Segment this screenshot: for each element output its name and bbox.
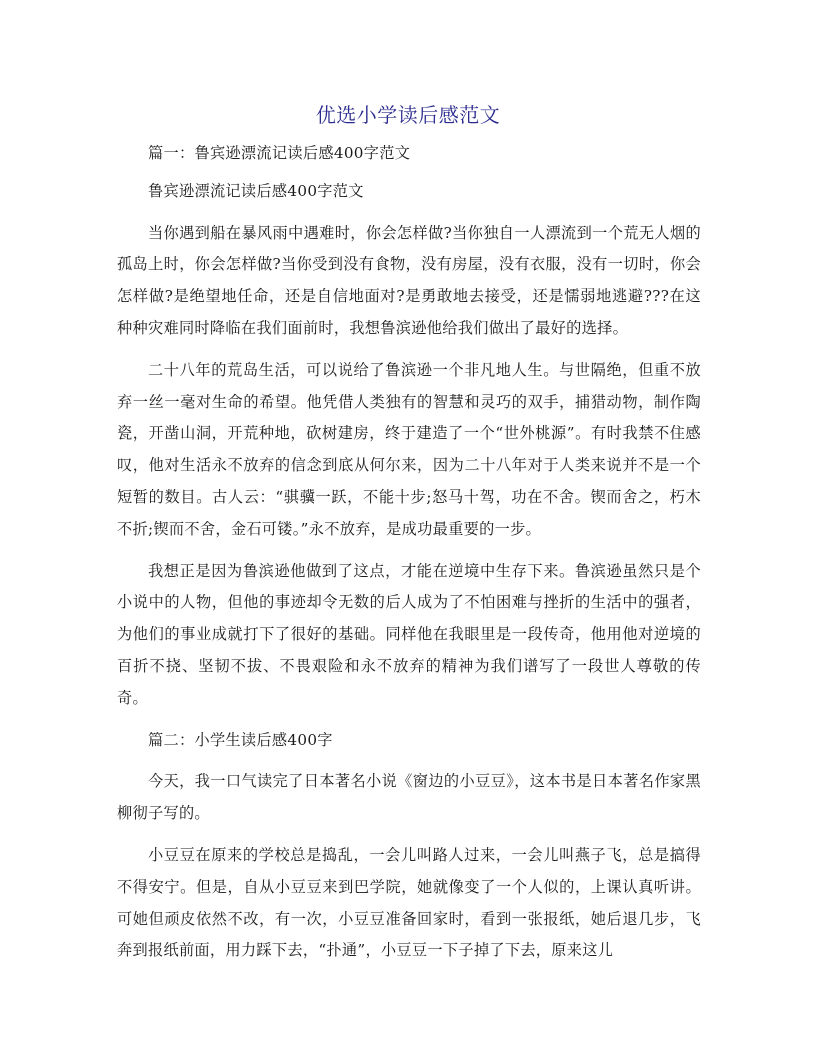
section2-heading: 篇二：小学生读后感400字: [148, 730, 333, 749]
paragraph: 小豆豆在原来的学校总是捣乱，一会儿叫路人过来，一会儿叫燕子飞，总是搞得不得安宁。但是，自从小豆豆来到巴学院，她就像变了一个人似的，上课认真听讲。可她但顽皮依然不改，有一次，小豆豆准备回家时，看到一张报纸，她后退几步，飞奔到报纸前面，用力踩下去，“扑通”，小豆豆一下子掉了下去，原来这儿: [117, 845, 701, 960]
paragraph: 当你遇到船在暴风雨中遇难时，你会怎样做?当你独自一人漂流到一个荒无人烟的孤岛上时，你会怎样做?当你受到没有食物，没有房屋，没有衣服，没有一切时，你会怎样做?是绝望地任命，还是自信地面对?是勇敢地去接受，还是懦弱地逃避???在这种种灾难同时降临在我们面前时，我想鲁滨逊他给我们做出了最好的选择。: [117, 223, 701, 337]
section1-subheading: 鲁宾逊漂流记读后感400字范文: [148, 181, 364, 200]
document-title: 优选小学读后感范文: [315, 103, 501, 127]
paragraph: 我想正是因为鲁滨逊他做到了这点，才能在逆境中生存下来。鲁滨逊虽然只是个小说中的人物，但他的事迹却令无数的后人成为了不怕困难与挫折的生活中的强者，为他们的事业成就打下了很好的基础。同样他在我眼里是一段传奇，他用他对逆境的百折不挠、坚韧不拔、不畏艰险和永不放弃的精神为我们谱写了一段世人尊敬的传奇。: [117, 561, 701, 707]
document-body: [117, 138, 701, 967]
paragraph: 今天，我一口气读完了日本著名小说《窗边的小豆豆》，这本书是日本著名作家黑柳彻子写的。: [117, 772, 701, 823]
paragraph: 二十八年的荒岛生活，可以说给了鲁滨逊一个非凡地人生。与世隔绝，但重不放弃一丝一毫对生命的希望。他凭借人类独有的智慧和灵巧的双手，捕猎动物，制作陶瓷，开凿山洞，开荒种地，砍树建房，终于建造了一个“世外桃源”。有时我禁不住感叹，他对生活永不放弃的信念到底从何尔来，因为二十八年对于人类来说并不是一个短暂的数目。古人云：“骐骥一跃，不能十步;怒马十驾，功在不舍。锲而舍之，朽木不折;锲而不舍，金石可镂。”永不放弃，是成功最重要的一步。: [117, 360, 701, 538]
section1-heading: 篇一：鲁宾逊漂流记读后感400字范文: [148, 144, 411, 162]
